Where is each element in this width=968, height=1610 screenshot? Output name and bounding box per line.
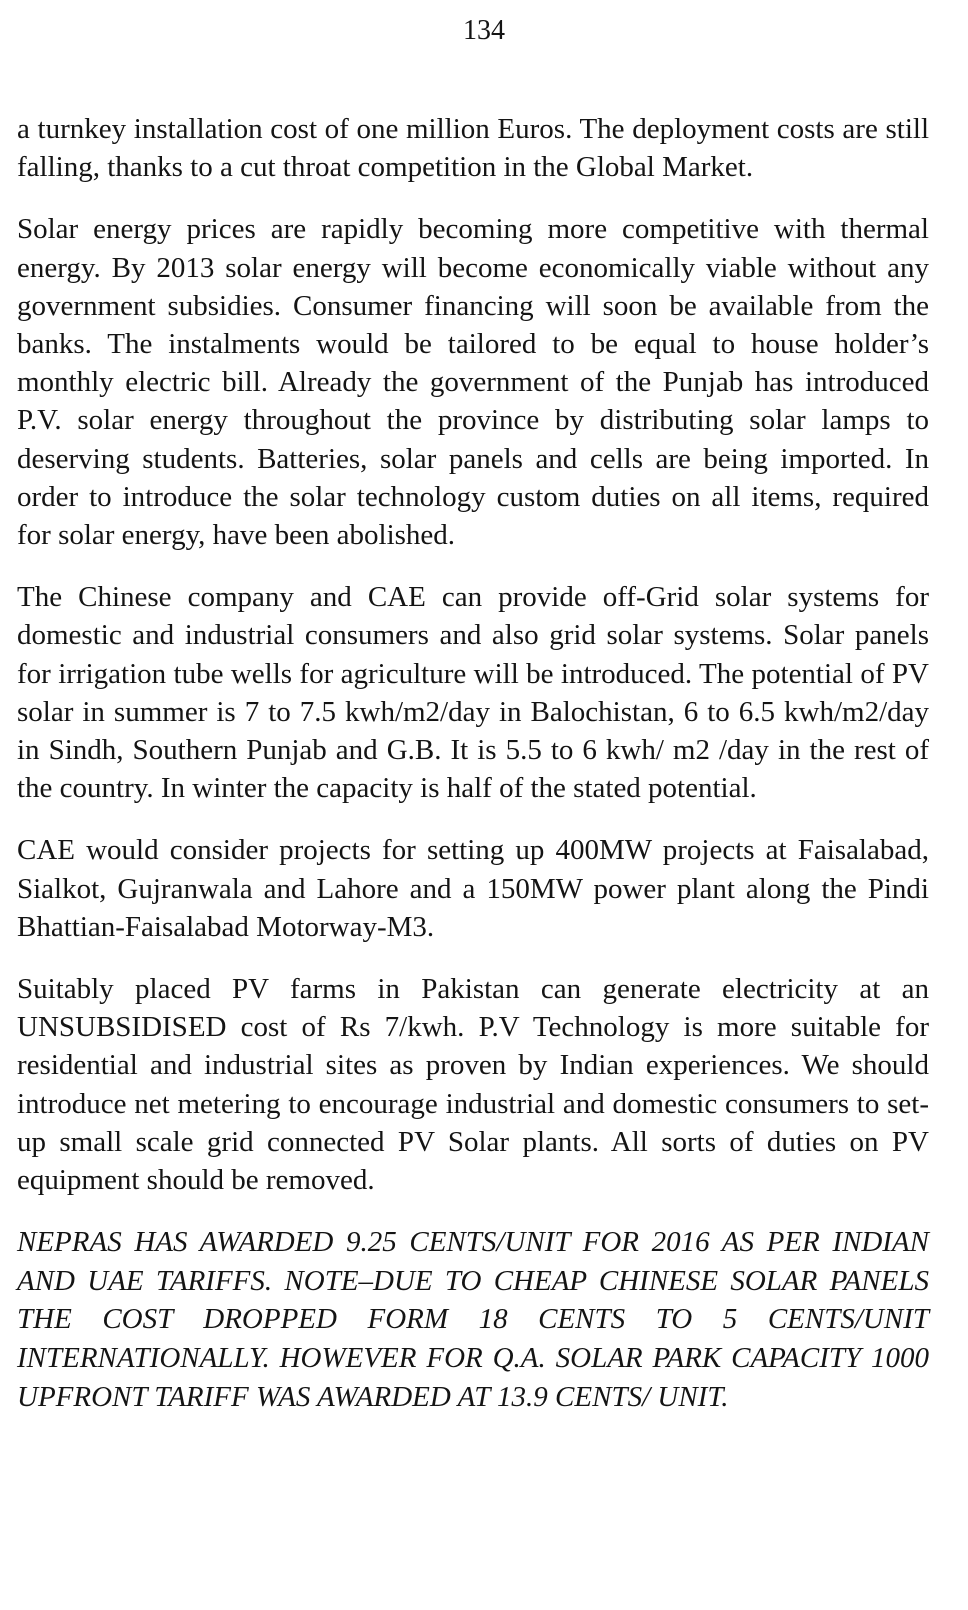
paragraph-cae-projects: CAE would consider projects for setting up 400MW projects at Faisalabad, Sialkot, Gujranwala and Lahore and a 150MW power plant along the Pindi Bhattian-Faisalabad Motorway-M3. xyxy=(17,834,929,943)
paragraph-turnkey-cost: a turnkey installation cost of one million Euros. The deployment costs are still falling, thanks to a cut throat competition in the Global Market. xyxy=(17,113,929,184)
page-number: 134 xyxy=(463,15,505,46)
paragraph-solar-prices: Solar energy prices are rapidly becoming more competitive with thermal energy. By 2013 solar energy will become economically viable without any government subsidies. Consumer financing will soon be available from the banks. The instalments would be tailored to be equal to house holder’s monthly electric bill. Already the government of the Punjab has introduced P.V. solar energy throughout the province by distributing solar lamps to deserving students. Batteries, solar panels and cells are being imported. In order to introduce the solar technology custom duties on all items, required for solar energy, have been abolished. xyxy=(17,213,929,552)
page-body xyxy=(17,110,929,1440)
paragraph-nepra-tariff-note: NEPRAS HAS AWARDED 9.25 CENTS/UNIT FOR 2016 AS PER INDIAN AND UAE TARIFFS. NOTE–DUE TO CHEAP CHINESE SOLAR PANELS THE COST DROPPED FORM 18 CENTS TO 5 CENTS/UNIT INTERNATIONALLY. HOWEVER FOR Q.A. SOLAR PARK CAPACITY 1000 UPFRONT TARIFF WAS AWARDED AT 13.9 CENTS/ UNIT. xyxy=(17,1226,929,1413)
paragraph-pv-farms: Suitably placed PV farms in Pakistan can generate electricity at an UNSUBSIDISED cost of Rs 7/kwh. P.V Technology is more suitable for residential and industrial sites as proven by Indian experiences. We should introduce net metering to encourage industrial and domestic consumers to set-up small scale grid connected PV Solar plants. All sorts of duties on PV equipment should be removed. xyxy=(17,973,929,1197)
paragraph-chinese-company-cae: The Chinese company and CAE can provide off-Grid solar systems for domestic and industrial consumers and also grid solar systems. Solar panels for irrigation tube wells for agriculture will be introduced. The potential of PV solar in summer is 7 to 7.5 kwh/m2/day in Balochistan, 6 to 6.5 kwh/m2/day in Sindh, Southern Punjab and G.B. It is 5.5 to 6 kwh/ m2 /day in the rest of the country. In winter the capacity is half of the stated potential. xyxy=(17,581,929,805)
